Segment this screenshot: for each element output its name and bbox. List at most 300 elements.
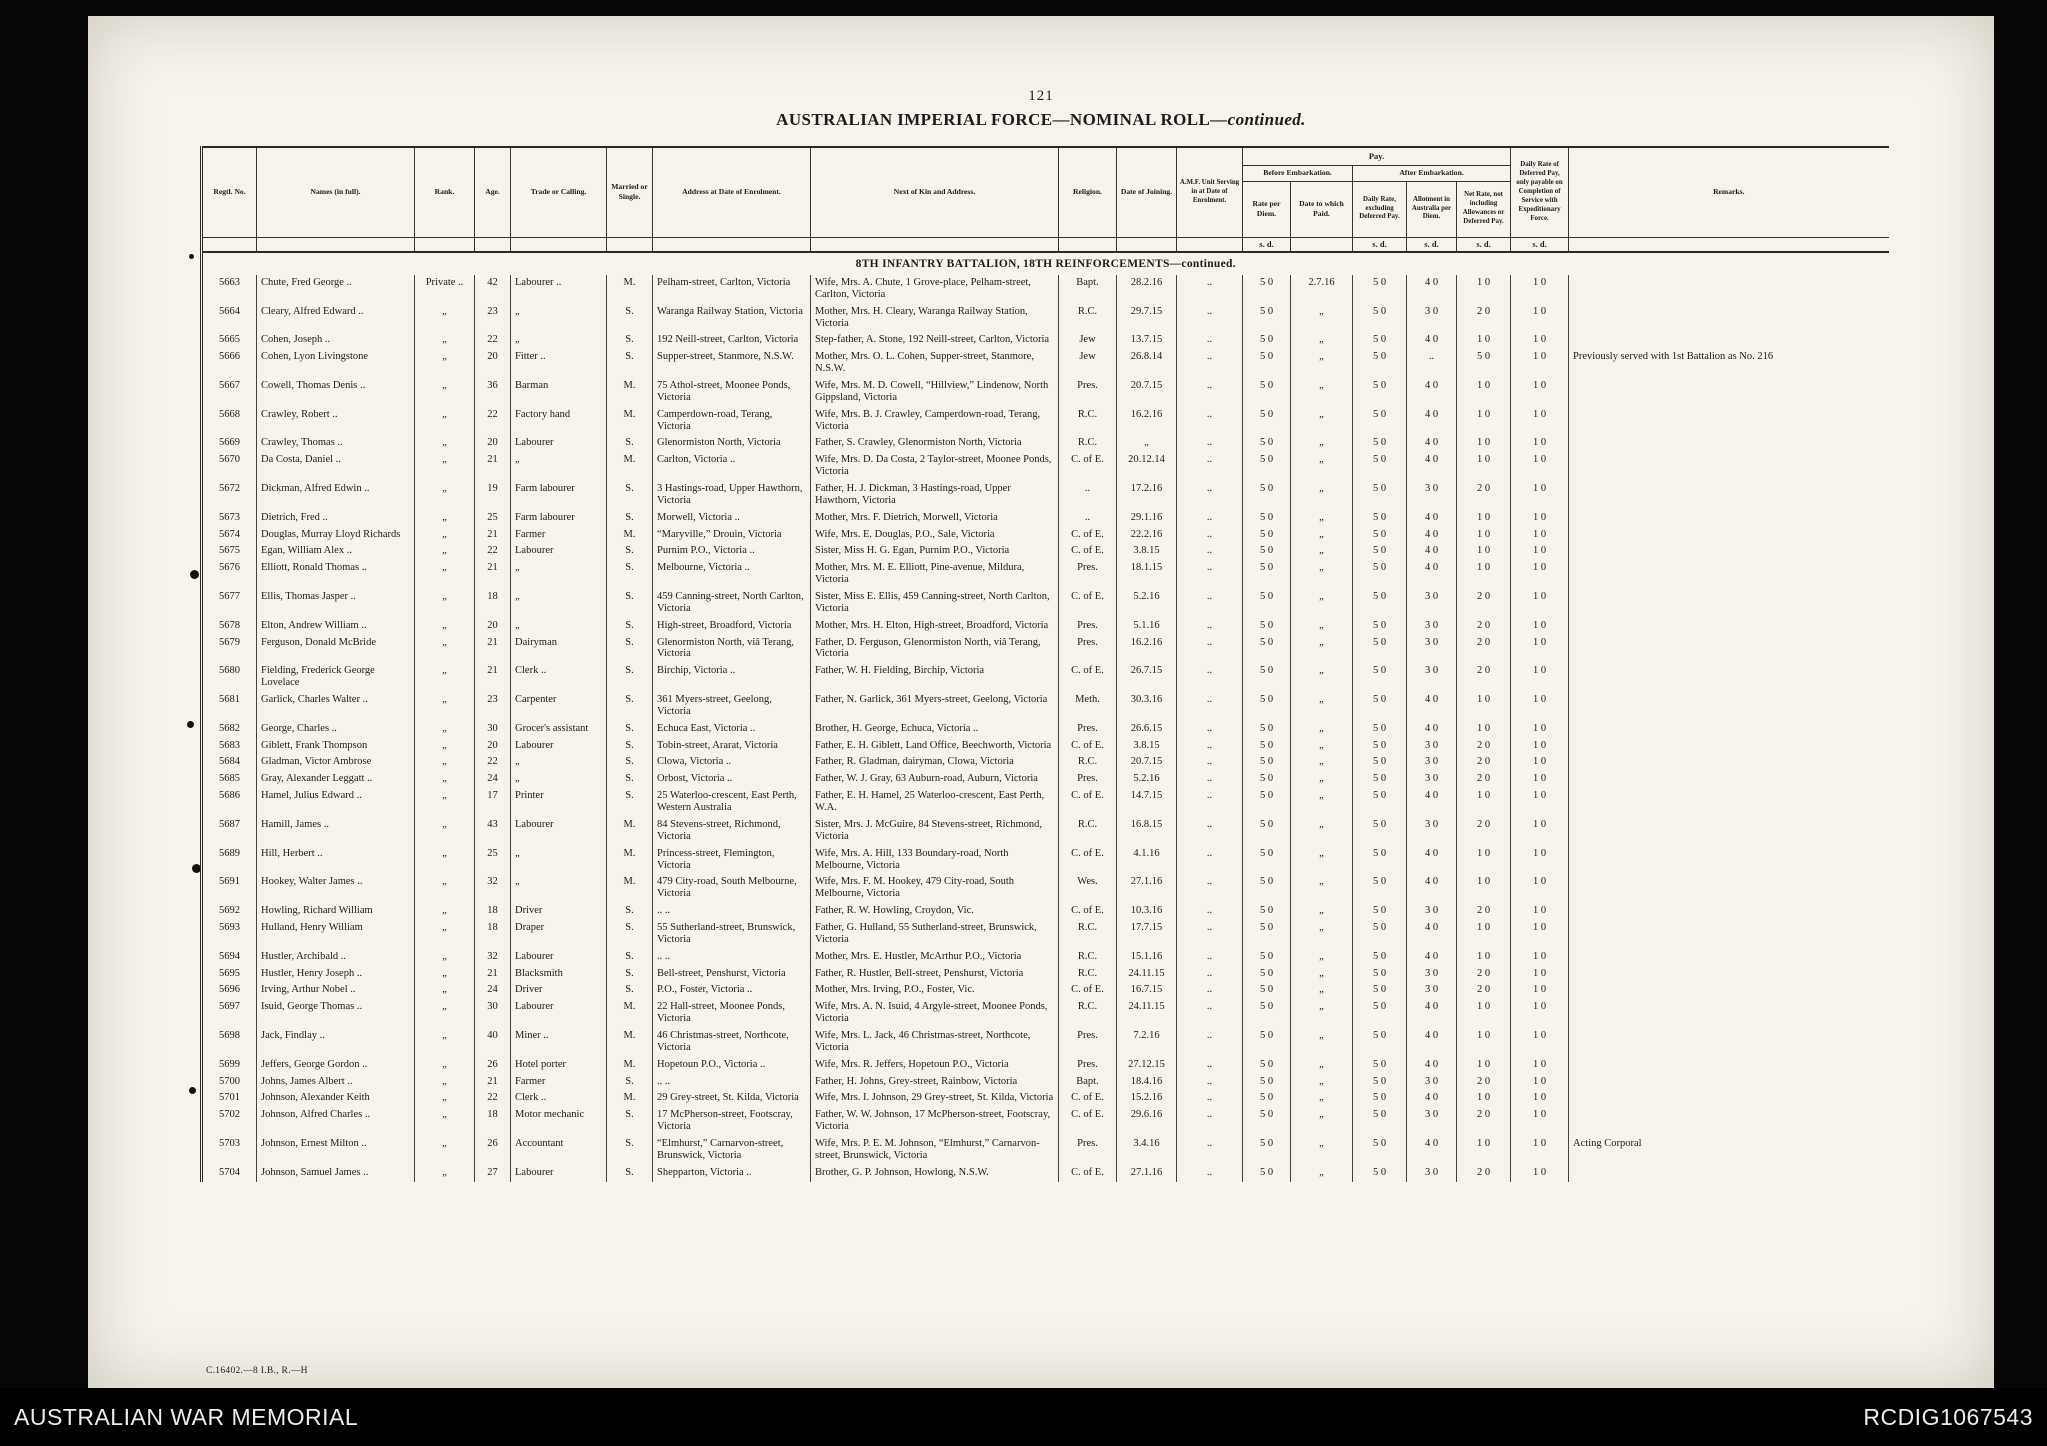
cell-deferred_pay: 1 0 (1511, 1028, 1569, 1057)
cell-remarks (1569, 407, 1889, 436)
cell-amf_unit: .. (1177, 788, 1243, 817)
cell-rank: „ (415, 1136, 475, 1165)
cell-rate_per_diem: 5 0 (1243, 543, 1291, 560)
cell-allotment: 3 0 (1407, 481, 1457, 510)
cell-daily_rate: 5 0 (1353, 1107, 1407, 1136)
col-header-rate-per-diem: Rate per Diem. (1243, 181, 1291, 237)
sd-spacer (257, 237, 415, 252)
cell-trade: Driver (511, 982, 607, 999)
cell-net_rate: 2 0 (1457, 1107, 1511, 1136)
cell-amf_unit: .. (1177, 817, 1243, 846)
cell-age: 21 (475, 635, 511, 664)
table-row (202, 635, 1889, 664)
cell-married: S. (607, 560, 653, 589)
cell-deferred_pay: 1 0 (1511, 874, 1569, 903)
cell-regtl_no: 5686 (202, 788, 257, 817)
archive-name: AUSTRALIAN WAR MEMORIAL (14, 1403, 359, 1430)
cell-regtl_no: 5685 (202, 771, 257, 788)
cell-religion: R.C. (1059, 920, 1117, 949)
col-header-married: Married or Single. (607, 147, 653, 237)
cell-allotment: 4 0 (1407, 510, 1457, 527)
cell-trade: „ (511, 332, 607, 349)
cell-married: M. (607, 999, 653, 1028)
cell-deferred_pay: 1 0 (1511, 349, 1569, 378)
cell-regtl_no: 5670 (202, 452, 257, 481)
cell-net_rate: 2 0 (1457, 1074, 1511, 1091)
cell-regtl_no: 5695 (202, 966, 257, 983)
cell-date_to_which_paid: „ (1291, 332, 1353, 349)
cell-daily_rate: 5 0 (1353, 452, 1407, 481)
col-header-regtl-no: Regtl. No. (202, 147, 257, 237)
cell-remarks (1569, 304, 1889, 333)
cell-date_to_which_paid: „ (1291, 754, 1353, 771)
sd-label: s. d. (1407, 237, 1457, 252)
cell-allotment: 4 0 (1407, 407, 1457, 436)
cell-remarks (1569, 788, 1889, 817)
cell-name: Elton, Andrew William .. (257, 618, 415, 635)
table-row (202, 452, 1889, 481)
cell-religion: R.C. (1059, 966, 1117, 983)
cell-date_to_which_paid: „ (1291, 903, 1353, 920)
cell-deferred_pay: 1 0 (1511, 304, 1569, 333)
cell-regtl_no: 5679 (202, 635, 257, 664)
table-row (202, 510, 1889, 527)
cell-daily_rate: 5 0 (1353, 435, 1407, 452)
cell-next_of_kin: Wife, Mrs. L. Jack, 46 Christmas-street, Northcote, Victoria (811, 1028, 1059, 1057)
cell-age: 19 (475, 481, 511, 510)
table-row (202, 481, 1889, 510)
cell-rank: „ (415, 771, 475, 788)
cell-remarks (1569, 560, 1889, 589)
table-row (202, 1074, 1889, 1091)
cell-address: Glenormiston North, Victoria (653, 435, 811, 452)
cell-remarks: Previously served with 1st Battalion as No. 216 (1569, 349, 1889, 378)
cell-net_rate: 1 0 (1457, 510, 1511, 527)
cell-date_to_which_paid: „ (1291, 1165, 1353, 1182)
cell-name: Garlick, Charles Walter .. (257, 692, 415, 721)
page-title (88, 110, 1994, 130)
cell-religion: C. of E. (1059, 846, 1117, 875)
sd-spacer (811, 237, 1059, 252)
cell-trade: Dairyman (511, 635, 607, 664)
cell-name: Cohen, Joseph .. (257, 332, 415, 349)
table-row (202, 589, 1889, 618)
cell-date_of_joining: 7.2.16 (1117, 1028, 1177, 1057)
cell-next_of_kin: Father, N. Garlick, 361 Myers-street, Geelong, Victoria (811, 692, 1059, 721)
cell-next_of_kin: Father, H. Johns, Grey-street, Rainbow, Victoria (811, 1074, 1059, 1091)
cell-religion: Jew (1059, 332, 1117, 349)
cell-date_to_which_paid: „ (1291, 452, 1353, 481)
cell-daily_rate: 5 0 (1353, 349, 1407, 378)
cell-allotment: 4 0 (1407, 949, 1457, 966)
cell-net_rate: 2 0 (1457, 481, 1511, 510)
cell-next_of_kin: Father, W. W. Johnson, 17 McPherson-street, Footscray, Victoria (811, 1107, 1059, 1136)
cell-rank: „ (415, 1057, 475, 1074)
cell-daily_rate: 5 0 (1353, 966, 1407, 983)
cell-name: Elliott, Ronald Thomas .. (257, 560, 415, 589)
cell-next_of_kin: Father, S. Crawley, Glenormiston North, Victoria (811, 435, 1059, 452)
sd-spacer (1177, 237, 1243, 252)
cell-net_rate: 2 0 (1457, 1165, 1511, 1182)
cell-address: 479 City-road, South Melbourne, Victoria (653, 874, 811, 903)
cell-date_of_joining: 5.2.16 (1117, 771, 1177, 788)
cell-rank: „ (415, 982, 475, 999)
cell-married: S. (607, 903, 653, 920)
cell-address: Pelham-street, Carlton, Victoria (653, 275, 811, 304)
cell-married: S. (607, 692, 653, 721)
cell-amf_unit: .. (1177, 304, 1243, 333)
cell-trade: Accountant (511, 1136, 607, 1165)
cell-allotment: 3 0 (1407, 635, 1457, 664)
cell-daily_rate: 5 0 (1353, 1165, 1407, 1182)
cell-next_of_kin: Sister, Miss H. G. Egan, Purnim P.O., Victoria (811, 543, 1059, 560)
cell-amf_unit: .. (1177, 771, 1243, 788)
cell-address: Princess-street, Flemington, Victoria (653, 846, 811, 875)
table-row (202, 618, 1889, 635)
cell-net_rate: 1 0 (1457, 543, 1511, 560)
cell-rank: „ (415, 788, 475, 817)
cell-rank: „ (415, 452, 475, 481)
section-heading-row (202, 252, 1889, 275)
cell-deferred_pay: 1 0 (1511, 560, 1569, 589)
cell-next_of_kin: Brother, G. P. Johnson, Howlong, N.S.W. (811, 1165, 1059, 1182)
table-row (202, 1107, 1889, 1136)
cell-remarks (1569, 510, 1889, 527)
cell-net_rate: 1 0 (1457, 949, 1511, 966)
col-header-rank: Rank. (415, 147, 475, 237)
cell-date_to_which_paid: „ (1291, 481, 1353, 510)
table-row (202, 999, 1889, 1028)
cell-trade: Labourer (511, 738, 607, 755)
cell-name: Hookey, Walter James .. (257, 874, 415, 903)
table-row (202, 527, 1889, 544)
cell-net_rate: 2 0 (1457, 635, 1511, 664)
cell-age: 32 (475, 949, 511, 966)
cell-date_of_joining: 20.12.14 (1117, 452, 1177, 481)
cell-date_of_joining: 16.2.16 (1117, 407, 1177, 436)
cell-married: S. (607, 754, 653, 771)
cell-date_of_joining: 26.8.14 (1117, 349, 1177, 378)
cell-address: 17 McPherson-street, Footscray, Victoria (653, 1107, 811, 1136)
cell-married: S. (607, 304, 653, 333)
cell-amf_unit: .. (1177, 560, 1243, 589)
cell-amf_unit: .. (1177, 452, 1243, 481)
table-row (202, 332, 1889, 349)
cell-net_rate: 1 0 (1457, 378, 1511, 407)
cell-deferred_pay: 1 0 (1511, 527, 1569, 544)
cell-rank: „ (415, 966, 475, 983)
col-header-daily-rate: Daily Rate, excluding Deferred Pay. (1353, 181, 1407, 237)
table-row (202, 543, 1889, 560)
cell-date_to_which_paid: „ (1291, 635, 1353, 664)
sd-spacer (415, 237, 475, 252)
cell-date_of_joining: 4.1.16 (1117, 846, 1177, 875)
cell-rank: „ (415, 754, 475, 771)
col-header-next-of-kin: Next of Kin and Address. (811, 147, 1059, 237)
cell-trade: Clerk .. (511, 663, 607, 692)
cell-date_to_which_paid: „ (1291, 999, 1353, 1028)
sd-spacer (653, 237, 811, 252)
cell-deferred_pay: 1 0 (1511, 543, 1569, 560)
cell-married: S. (607, 982, 653, 999)
cell-deferred_pay: 1 0 (1511, 846, 1569, 875)
cell-next_of_kin: Father, E. H. Hamel, 25 Waterloo-crescent, East Perth, W.A. (811, 788, 1059, 817)
cell-deferred_pay: 1 0 (1511, 999, 1569, 1028)
cell-allotment: 3 0 (1407, 663, 1457, 692)
cell-rank: „ (415, 527, 475, 544)
cell-allotment: 4 0 (1407, 1090, 1457, 1107)
table-row (202, 275, 1889, 304)
printer-note: C.16402.—8 I.B., R.—H (206, 1366, 308, 1376)
cell-regtl_no: 5680 (202, 663, 257, 692)
cell-amf_unit: .. (1177, 543, 1243, 560)
cell-regtl_no: 5663 (202, 275, 257, 304)
sd-spacer (475, 237, 511, 252)
cell-married: S. (607, 920, 653, 949)
cell-regtl_no: 5692 (202, 903, 257, 920)
cell-next_of_kin: Sister, Miss E. Ellis, 459 Canning-street, North Carlton, Victoria (811, 589, 1059, 618)
cell-rank: „ (415, 481, 475, 510)
cell-date_of_joining: 14.7.15 (1117, 788, 1177, 817)
col-header-amf-unit: A.M.F. Unit Serving in at Date of Enrolment. (1177, 147, 1243, 237)
cell-name: Fielding, Frederick George Lovelace (257, 663, 415, 692)
cell-date_to_which_paid: „ (1291, 560, 1353, 589)
cell-address: Clowa, Victoria .. (653, 754, 811, 771)
cell-address: 75 Athol-street, Moonee Ponds, Victoria (653, 378, 811, 407)
cell-amf_unit: .. (1177, 949, 1243, 966)
cell-married: M. (607, 1090, 653, 1107)
section-heading: 8TH INFANTRY BATTALION, 18TH REINFORCEMENTS—continued. (202, 252, 1889, 275)
cell-trade: Hotel porter (511, 1057, 607, 1074)
cell-name: Hustler, Archibald .. (257, 949, 415, 966)
cell-rank: „ (415, 543, 475, 560)
cell-rate_per_diem: 5 0 (1243, 692, 1291, 721)
cell-religion: C. of E. (1059, 527, 1117, 544)
cell-religion: Bapt. (1059, 1074, 1117, 1091)
cell-age: 27 (475, 1165, 511, 1182)
cell-rank: „ (415, 999, 475, 1028)
cell-deferred_pay: 1 0 (1511, 452, 1569, 481)
cell-date_to_which_paid: „ (1291, 817, 1353, 846)
cell-deferred_pay: 1 0 (1511, 1090, 1569, 1107)
cell-regtl_no: 5687 (202, 817, 257, 846)
cell-daily_rate: 5 0 (1353, 738, 1407, 755)
cell-rank: Private .. (415, 275, 475, 304)
cell-age: 40 (475, 1028, 511, 1057)
cell-married: M. (607, 874, 653, 903)
cell-religion: Pres. (1059, 1057, 1117, 1074)
table-header (202, 147, 1889, 252)
cell-remarks (1569, 589, 1889, 618)
cell-allotment: 4 0 (1407, 452, 1457, 481)
cell-amf_unit: .. (1177, 966, 1243, 983)
cell-next_of_kin: Brother, H. George, Echuca, Victoria .. (811, 721, 1059, 738)
cell-net_rate: 2 0 (1457, 663, 1511, 692)
cell-religion: Jew (1059, 349, 1117, 378)
cell-net_rate: 1 0 (1457, 527, 1511, 544)
cell-next_of_kin: Father, G. Hulland, 55 Sutherland-street, Brunswick, Victoria (811, 920, 1059, 949)
cell-rate_per_diem: 5 0 (1243, 1057, 1291, 1074)
cell-rank: „ (415, 407, 475, 436)
cell-daily_rate: 5 0 (1353, 332, 1407, 349)
cell-regtl_no: 5674 (202, 527, 257, 544)
cell-amf_unit: .. (1177, 738, 1243, 755)
cell-religion: C. of E. (1059, 1165, 1117, 1182)
cell-date_of_joining: 29.6.16 (1117, 1107, 1177, 1136)
cell-date_of_joining: 5.1.16 (1117, 618, 1177, 635)
cell-religion: R.C. (1059, 754, 1117, 771)
cell-net_rate: 5 0 (1457, 349, 1511, 378)
cell-name: Crawley, Thomas .. (257, 435, 415, 452)
table-row (202, 407, 1889, 436)
cell-rate_per_diem: 5 0 (1243, 846, 1291, 875)
cell-amf_unit: .. (1177, 275, 1243, 304)
col-header-remarks: Remarks. (1569, 147, 1889, 237)
cell-next_of_kin: Wife, Mrs. D. Da Costa, 2 Taylor-street, Moonee Ponds, Victoria (811, 452, 1059, 481)
cell-allotment: 3 0 (1407, 817, 1457, 846)
cell-address: 46 Christmas-street, Northcote, Victoria (653, 1028, 811, 1057)
cell-daily_rate: 5 0 (1353, 982, 1407, 999)
cell-next_of_kin: Mother, Mrs. E. Hustler, McArthur P.O., Victoria (811, 949, 1059, 966)
sd-spacer (511, 237, 607, 252)
cell-age: 18 (475, 589, 511, 618)
cell-allotment: 3 0 (1407, 304, 1457, 333)
cell-trade: Farmer (511, 1074, 607, 1091)
cell-name: Gladman, Victor Ambrose (257, 754, 415, 771)
cell-allotment: 4 0 (1407, 560, 1457, 589)
cell-trade: Fitter .. (511, 349, 607, 378)
cell-rank: „ (415, 1165, 475, 1182)
cell-married: S. (607, 949, 653, 966)
cell-net_rate: 1 0 (1457, 1028, 1511, 1057)
cell-name: Egan, William Alex .. (257, 543, 415, 560)
cell-date_to_which_paid: „ (1291, 949, 1353, 966)
cell-date_to_which_paid: „ (1291, 982, 1353, 999)
cell-regtl_no: 5702 (202, 1107, 257, 1136)
cell-deferred_pay: 1 0 (1511, 1136, 1569, 1165)
col-header-age: Age. (475, 147, 511, 237)
cell-trade: Labourer .. (511, 275, 607, 304)
cell-date_to_which_paid: „ (1291, 1028, 1353, 1057)
cell-address: Carlton, Victoria .. (653, 452, 811, 481)
cell-date_to_which_paid: „ (1291, 378, 1353, 407)
cell-name: Johns, James Albert .. (257, 1074, 415, 1091)
cell-allotment: .. (1407, 349, 1457, 378)
cell-date_to_which_paid: „ (1291, 589, 1353, 618)
cell-trade: „ (511, 452, 607, 481)
cell-remarks (1569, 635, 1889, 664)
cell-name: Irving, Arthur Nobel .. (257, 982, 415, 999)
cell-amf_unit: .. (1177, 378, 1243, 407)
cell-date_to_which_paid: „ (1291, 527, 1353, 544)
cell-next_of_kin: Mother, Mrs. F. Dietrich, Morwell, Victoria (811, 510, 1059, 527)
cell-age: 20 (475, 618, 511, 635)
table-row (202, 663, 1889, 692)
cell-rate_per_diem: 5 0 (1243, 920, 1291, 949)
cell-address: 84 Stevens-street, Richmond, Victoria (653, 817, 811, 846)
cell-allotment: 4 0 (1407, 378, 1457, 407)
cell-address: “Maryville,” Drouin, Victoria (653, 527, 811, 544)
col-header-before-embarkation: Before Embarkation. (1243, 165, 1353, 181)
table-row (202, 903, 1889, 920)
table-row (202, 920, 1889, 949)
cell-next_of_kin: Father, H. J. Dickman, 3 Hastings-road, Upper Hawthorn, Victoria (811, 481, 1059, 510)
table-row (202, 692, 1889, 721)
cell-regtl_no: 5675 (202, 543, 257, 560)
cell-date_to_which_paid: „ (1291, 846, 1353, 875)
cell-regtl_no: 5691 (202, 874, 257, 903)
cell-next_of_kin: Wife, Mrs. F. M. Hookey, 479 City-road, South Melbourne, Victoria (811, 874, 1059, 903)
cell-age: 26 (475, 1136, 511, 1165)
cell-allotment: 4 0 (1407, 543, 1457, 560)
cell-amf_unit: .. (1177, 982, 1243, 999)
cell-married: S. (607, 349, 653, 378)
cell-remarks (1569, 481, 1889, 510)
table-row (202, 349, 1889, 378)
cell-date_of_joining: 3.4.16 (1117, 1136, 1177, 1165)
cell-married: M. (607, 275, 653, 304)
cell-rank: „ (415, 874, 475, 903)
table-row (202, 846, 1889, 875)
cell-rate_per_diem: 5 0 (1243, 788, 1291, 817)
cell-married: S. (607, 332, 653, 349)
cell-rate_per_diem: 5 0 (1243, 1107, 1291, 1136)
cell-age: 21 (475, 1074, 511, 1091)
table-row (202, 1165, 1889, 1182)
cell-deferred_pay: 1 0 (1511, 1057, 1569, 1074)
cell-rate_per_diem: 5 0 (1243, 982, 1291, 999)
cell-regtl_no: 5699 (202, 1057, 257, 1074)
cell-amf_unit: .. (1177, 1028, 1243, 1057)
cell-next_of_kin: Father, D. Ferguson, Glenormiston North, viâ Terang, Victoria (811, 635, 1059, 664)
cell-address: .. .. (653, 949, 811, 966)
cell-daily_rate: 5 0 (1353, 275, 1407, 304)
cell-regtl_no: 5693 (202, 920, 257, 949)
cell-deferred_pay: 1 0 (1511, 1165, 1569, 1182)
cell-trade: Labourer (511, 1165, 607, 1182)
archive-id: RCDIG1067543 (1863, 1403, 2033, 1430)
cell-religion: .. (1059, 510, 1117, 527)
cell-net_rate: 1 0 (1457, 846, 1511, 875)
cell-name: Cleary, Alfred Edward .. (257, 304, 415, 333)
cell-net_rate: 2 0 (1457, 966, 1511, 983)
cell-age: 17 (475, 788, 511, 817)
cell-net_rate: 1 0 (1457, 452, 1511, 481)
cell-allotment: 3 0 (1407, 738, 1457, 755)
cell-age: 22 (475, 754, 511, 771)
cell-address: .. .. (653, 903, 811, 920)
cell-address: 459 Canning-street, North Carlton, Victoria (653, 589, 811, 618)
cell-amf_unit: .. (1177, 510, 1243, 527)
cell-regtl_no: 5669 (202, 435, 257, 452)
cell-allotment: 4 0 (1407, 846, 1457, 875)
cell-trade: Draper (511, 920, 607, 949)
cell-net_rate: 2 0 (1457, 618, 1511, 635)
cell-rate_per_diem: 5 0 (1243, 589, 1291, 618)
cell-next_of_kin: Father, R. Hustler, Bell-street, Penshurst, Victoria (811, 966, 1059, 983)
cell-net_rate: 1 0 (1457, 1136, 1511, 1165)
cell-rank: „ (415, 560, 475, 589)
cell-name: Johnson, Alfred Charles .. (257, 1107, 415, 1136)
cell-age: 25 (475, 510, 511, 527)
cell-religion: C. of E. (1059, 663, 1117, 692)
cell-rate_per_diem: 5 0 (1243, 1165, 1291, 1182)
cell-remarks (1569, 452, 1889, 481)
cell-date_to_which_paid: „ (1291, 874, 1353, 903)
cell-regtl_no: 5666 (202, 349, 257, 378)
cell-net_rate: 1 0 (1457, 692, 1511, 721)
cell-amf_unit: .. (1177, 721, 1243, 738)
